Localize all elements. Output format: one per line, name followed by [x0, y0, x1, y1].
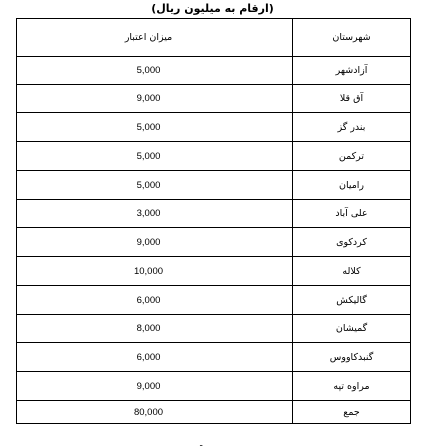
- city-cell: گمیشان: [293, 315, 411, 343]
- amount-cell: [17, 113, 293, 142]
- amount-cell: [17, 372, 293, 401]
- table-row: [17, 372, 411, 401]
- city-cell: گنبدکاووس: [293, 343, 411, 372]
- amount-value: 5,000: [136, 121, 161, 133]
- amount-value: 9,000: [136, 236, 161, 248]
- table-row: [17, 257, 411, 286]
- amount-cell: [17, 286, 293, 315]
- city-cell: آق قلا: [293, 85, 411, 113]
- city-cell: کلاله: [293, 257, 411, 286]
- city-cell: کردکوی: [293, 228, 411, 257]
- city-cell: گالیکش: [293, 286, 411, 315]
- amount-value: 8,000: [136, 323, 161, 334]
- table-row: [17, 171, 411, 200]
- amount-value: 80,000: [133, 406, 164, 418]
- amount-value: 5,000: [136, 65, 161, 76]
- city-cell: علی آباد: [293, 200, 411, 228]
- header-row: [17, 19, 411, 57]
- city-cell: جمع: [293, 401, 411, 424]
- amount-value: 6,000: [136, 351, 161, 363]
- amount-value: 6,000: [136, 294, 161, 306]
- table-row: [17, 200, 411, 228]
- amount-value: 5,000: [136, 179, 161, 191]
- table-row: [17, 228, 411, 257]
- amount-value: 9,000: [136, 380, 161, 392]
- city-cell: بندر گز: [293, 113, 411, 142]
- total-row: [17, 401, 411, 424]
- table-subtitle: (ارقام به میلیون ریال): [151, 2, 274, 15]
- amount-cell: [17, 200, 293, 228]
- table-row: [17, 343, 411, 372]
- amount-cell: [17, 315, 293, 343]
- amount-cell: [17, 228, 293, 257]
- amount-value: 10,000: [133, 265, 164, 277]
- amount-value: 5,000: [136, 150, 161, 162]
- header-city: شهرستان: [293, 19, 411, 57]
- amount-cell: [17, 142, 293, 171]
- amount-cell: [17, 57, 293, 85]
- city-cell: آزادشهر: [293, 57, 411, 85]
- header-amount: میزان اعتبار: [17, 19, 293, 57]
- amount-value: 9,000: [136, 93, 161, 104]
- city-cell: ترکمن: [293, 142, 411, 171]
- amount-cell: [17, 171, 293, 200]
- amount-cell: [17, 85, 293, 113]
- table-row: [17, 57, 411, 85]
- city-cell: رامیان: [293, 171, 411, 200]
- amount-cell: [17, 257, 293, 286]
- table-row: [17, 286, 411, 315]
- amount-cell: [17, 343, 293, 372]
- amount-cell: [17, 401, 293, 424]
- table-row: [17, 85, 411, 113]
- table-row: [17, 142, 411, 171]
- table-row: [17, 315, 411, 343]
- city-cell: مراوه تپه: [293, 372, 411, 401]
- amount-value: 3,000: [136, 208, 161, 219]
- table-row: [17, 113, 411, 142]
- credit-table: [16, 18, 411, 424]
- page-mark: ـ: [200, 439, 203, 448]
